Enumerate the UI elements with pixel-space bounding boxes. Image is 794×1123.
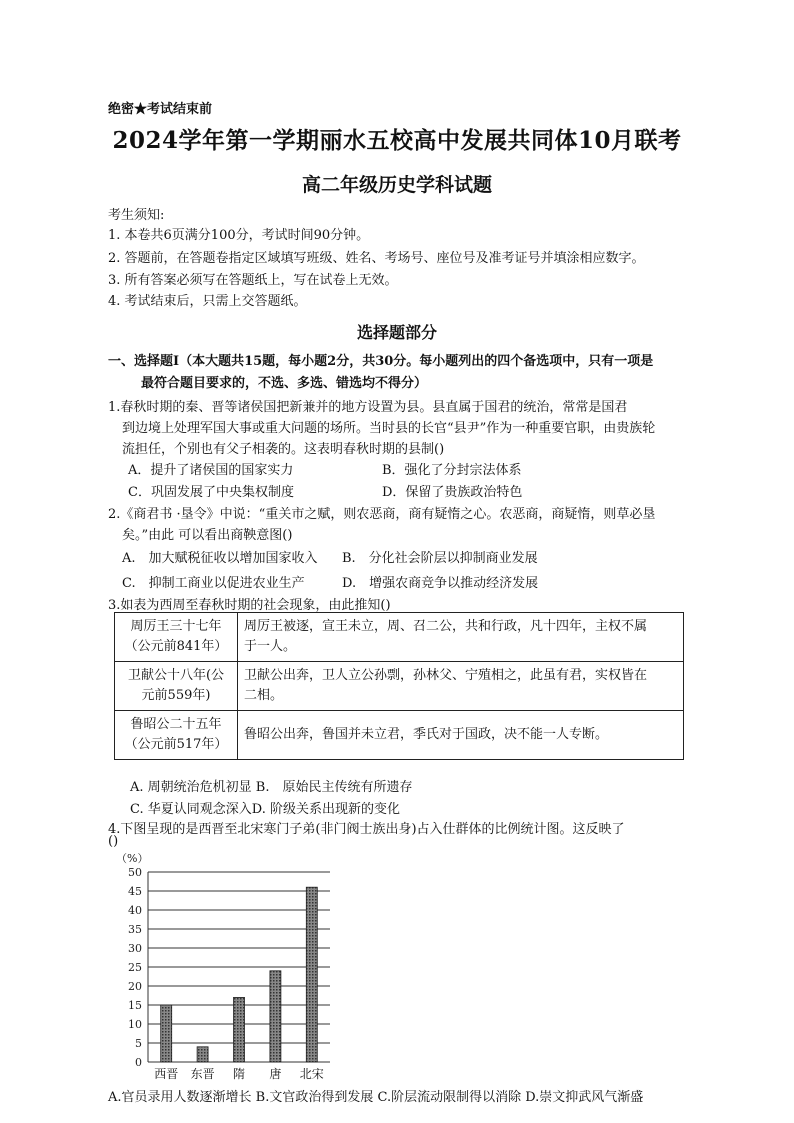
q2-stem-line: 2.《商君书 ·垦令》中说：“重关市之赋，则农恶商，商有疑惰之心。农恶商，商疑惰，则草必垦 bbox=[108, 507, 656, 522]
bar bbox=[234, 997, 245, 1062]
q1-stem-line: 1.春秋时期的秦、晋等诸侯国把新兼并的地方设置为县。县直属于国君的统治，常常是国君 bbox=[108, 400, 628, 415]
x-tick-label: 唐 bbox=[269, 1067, 282, 1081]
q3-options-cd[interactable]: C. 华夏认同观念深入D. 阶级关系出现新的变化 bbox=[130, 802, 400, 817]
y-tick-label: 45 bbox=[128, 885, 142, 898]
part-heading-cont: 最符合题目要求的，不选、多选、错选均不得分） bbox=[141, 376, 428, 391]
q2-option-c[interactable]: C. 抑制工商业以促进农业生产 bbox=[122, 576, 305, 591]
bar bbox=[197, 1047, 208, 1062]
q1-option-b[interactable]: B．强化了分封宗法体系 bbox=[382, 463, 522, 478]
x-tick-label: 隋 bbox=[232, 1067, 246, 1081]
x-tick-label: 东晋 bbox=[190, 1067, 215, 1081]
q1-option-d[interactable]: D．保留了贵族政治特色 bbox=[382, 485, 523, 500]
table-row bbox=[115, 711, 684, 760]
section-title: 选择题部分 bbox=[356, 323, 437, 342]
q3-stem: 3.如表为西周至春秋时期的社会现象，由此推知() bbox=[108, 598, 391, 613]
q3-table bbox=[114, 612, 684, 760]
q2-option-d[interactable]: D. 增强农商竞争以推动经济发展 bbox=[342, 576, 539, 591]
q2-option-b[interactable]: B. 分化社会阶层以抑制商业发展 bbox=[342, 551, 538, 566]
y-tick-label: 5 bbox=[135, 1037, 142, 1050]
q4-stem-cont: () bbox=[108, 834, 119, 849]
notice-item: 4. 考试结束后，只需上交答题纸。 bbox=[108, 294, 307, 309]
x-tick-label: 西晋 bbox=[154, 1067, 179, 1081]
y-tick-label: 0 bbox=[135, 1056, 142, 1069]
y-tick-label: 10 bbox=[128, 1018, 142, 1031]
q2-stem-line: 矣。”由此 可以看出商鞅意图() bbox=[122, 528, 293, 543]
q4-stem: 4.下图呈现的是西晋至北宋寒门子弟(非门阀士族出身)占入仕群体的比例统计图。这反映了 bbox=[108, 822, 625, 837]
bar bbox=[161, 1005, 172, 1062]
table-cell-time: 卫献公十八年(公 元前559年) bbox=[115, 662, 238, 711]
table-cell-time: 周厉王三十七年 （公元前841年） bbox=[115, 613, 238, 662]
notice-heading: 考生须知: bbox=[108, 208, 165, 223]
table-cell-text: 卫献公出奔，卫人立公孙剽，孙林父、宁殖相之，此虽有君，实权皆在 二相。 bbox=[238, 662, 684, 711]
q1-stem-line: 到边境上处理军国大事或重大问题的场所。当时县的长官“县尹”作为一种重要官职，由贵族轮 bbox=[122, 421, 656, 436]
exam-title: 2024学年第一学期丽水五校高中发展共同体10月联考 bbox=[112, 127, 682, 154]
y-axis-unit: （%） bbox=[116, 852, 149, 865]
y-tick-label: 20 bbox=[128, 980, 142, 993]
notice-item: 2. 答题前，在答题卷指定区域填写班级、姓名、考场号、座位号及准考证号并填涂相应数字。 bbox=[108, 251, 645, 266]
table-cell-text: 鲁昭公出奔，鲁国并未立君，季氏对于国政，决不能一人专断。 bbox=[238, 711, 684, 760]
part-heading: 一、选择题Ⅰ（本大题共15题，每小题2分，共30分。每小题列出的四个备选项中，只有一项是 bbox=[108, 354, 654, 369]
y-tick-label: 50 bbox=[128, 866, 142, 879]
secrecy-label: 绝密★考试结束前 bbox=[108, 102, 213, 117]
table-row bbox=[115, 662, 684, 711]
y-tick-label: 15 bbox=[128, 999, 142, 1012]
bar bbox=[306, 887, 317, 1062]
exam-subtitle: 高二年级历史学科试题 bbox=[301, 174, 492, 196]
table-cell-time: 鲁昭公二十五年 （公元前517年） bbox=[115, 711, 238, 760]
table-row bbox=[115, 613, 684, 662]
y-tick-label: 30 bbox=[128, 942, 142, 955]
table-cell-text: 周厉王被逐，宣王未立，周、召二公，共和行政，凡十四年，主权不属 于一人。 bbox=[238, 613, 684, 662]
y-tick-label: 25 bbox=[128, 961, 142, 974]
q4-bar-chart bbox=[108, 848, 348, 1083]
q1-option-c[interactable]: C．巩固发展了中央集权制度 bbox=[128, 485, 294, 500]
bar bbox=[270, 971, 281, 1062]
q3-options-ab[interactable]: A. 周朝统治危机初显 B. 原始民主传统有所遗存 bbox=[130, 780, 413, 795]
y-tick-label: 40 bbox=[128, 904, 142, 917]
notice-item: 1. 本卷共6页满分100分，考试时间90分钟。 bbox=[108, 228, 370, 243]
q1-option-a[interactable]: A．提升了诸侯国的国家实力 bbox=[128, 463, 294, 478]
q4-options[interactable]: A.官员录用人数逐渐增长 B.文官政治得到发展 C.阶层流动限制得以消除 D.崇文抑武风气渐盛 bbox=[108, 1090, 644, 1105]
y-tick-label: 35 bbox=[128, 923, 142, 936]
q2-option-a[interactable]: A. 加大赋税征收以增加国家收入 bbox=[122, 551, 318, 566]
x-tick-label: 北宋 bbox=[299, 1067, 324, 1081]
notice-item: 3. 所有答案必须写在答题纸上，写在试卷上无效。 bbox=[108, 273, 398, 288]
q1-stem-line: 流担任，个别也有父子相袭的。这表明春秋时期的县制() bbox=[122, 442, 445, 457]
